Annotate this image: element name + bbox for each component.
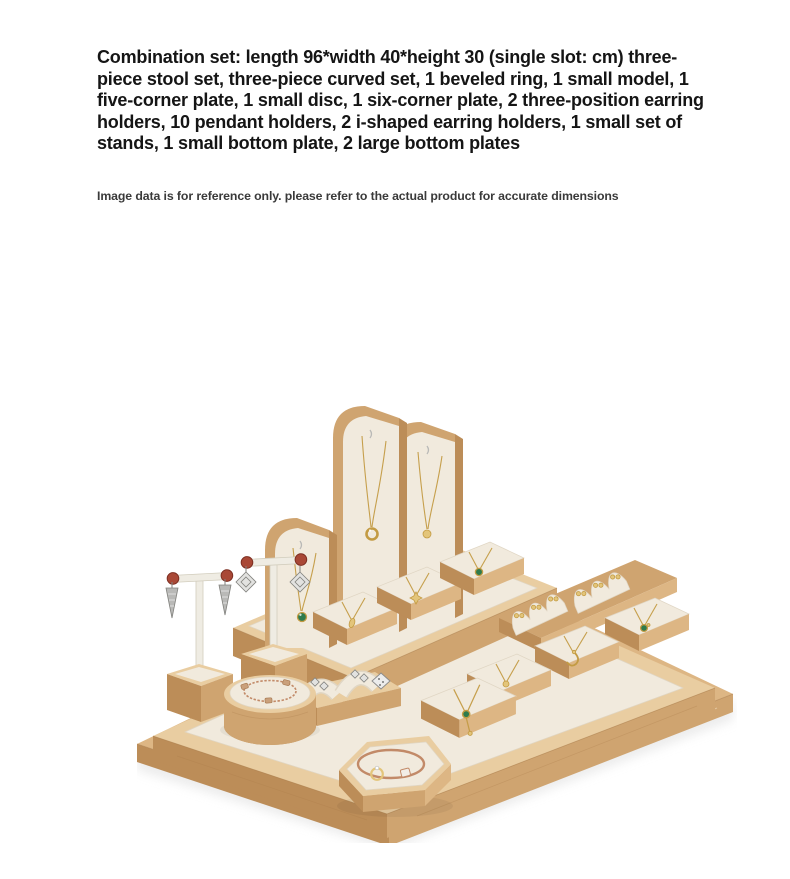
red-stud-earring bbox=[167, 572, 179, 584]
red-stud-earring bbox=[241, 556, 253, 568]
red-stud-earring bbox=[221, 569, 233, 581]
t-stand-pole bbox=[270, 562, 277, 658]
earring-t-stand-left bbox=[166, 569, 233, 722]
bracelet-disc bbox=[220, 675, 320, 745]
red-stud-earring bbox=[295, 553, 307, 565]
triangle-dangle-earring bbox=[219, 579, 231, 615]
product-photo bbox=[137, 378, 737, 845]
triangle-dangle-earring bbox=[166, 582, 178, 618]
dimension-disclaimer: Image data is for reference only. please refer to the actual product for accurate dimensions bbox=[97, 189, 619, 203]
diamond-dangle-earring bbox=[236, 566, 256, 592]
jewelry-display-illustration bbox=[137, 378, 737, 843]
product-title: Combination set: length 96*width 40*height 30 (single slot: cm) three-piece stool set, three-piece curved set, 1 beveled ring, 1 small model, 1 five-corner plate, 1 small disc, 1 six-corner plate, 2 three-position earring holders, 10 pendant holders, 2 i-shaped earring holders, 1 small set of stands, 1 small bottom plate, 2 large bottom plates bbox=[97, 47, 704, 153]
